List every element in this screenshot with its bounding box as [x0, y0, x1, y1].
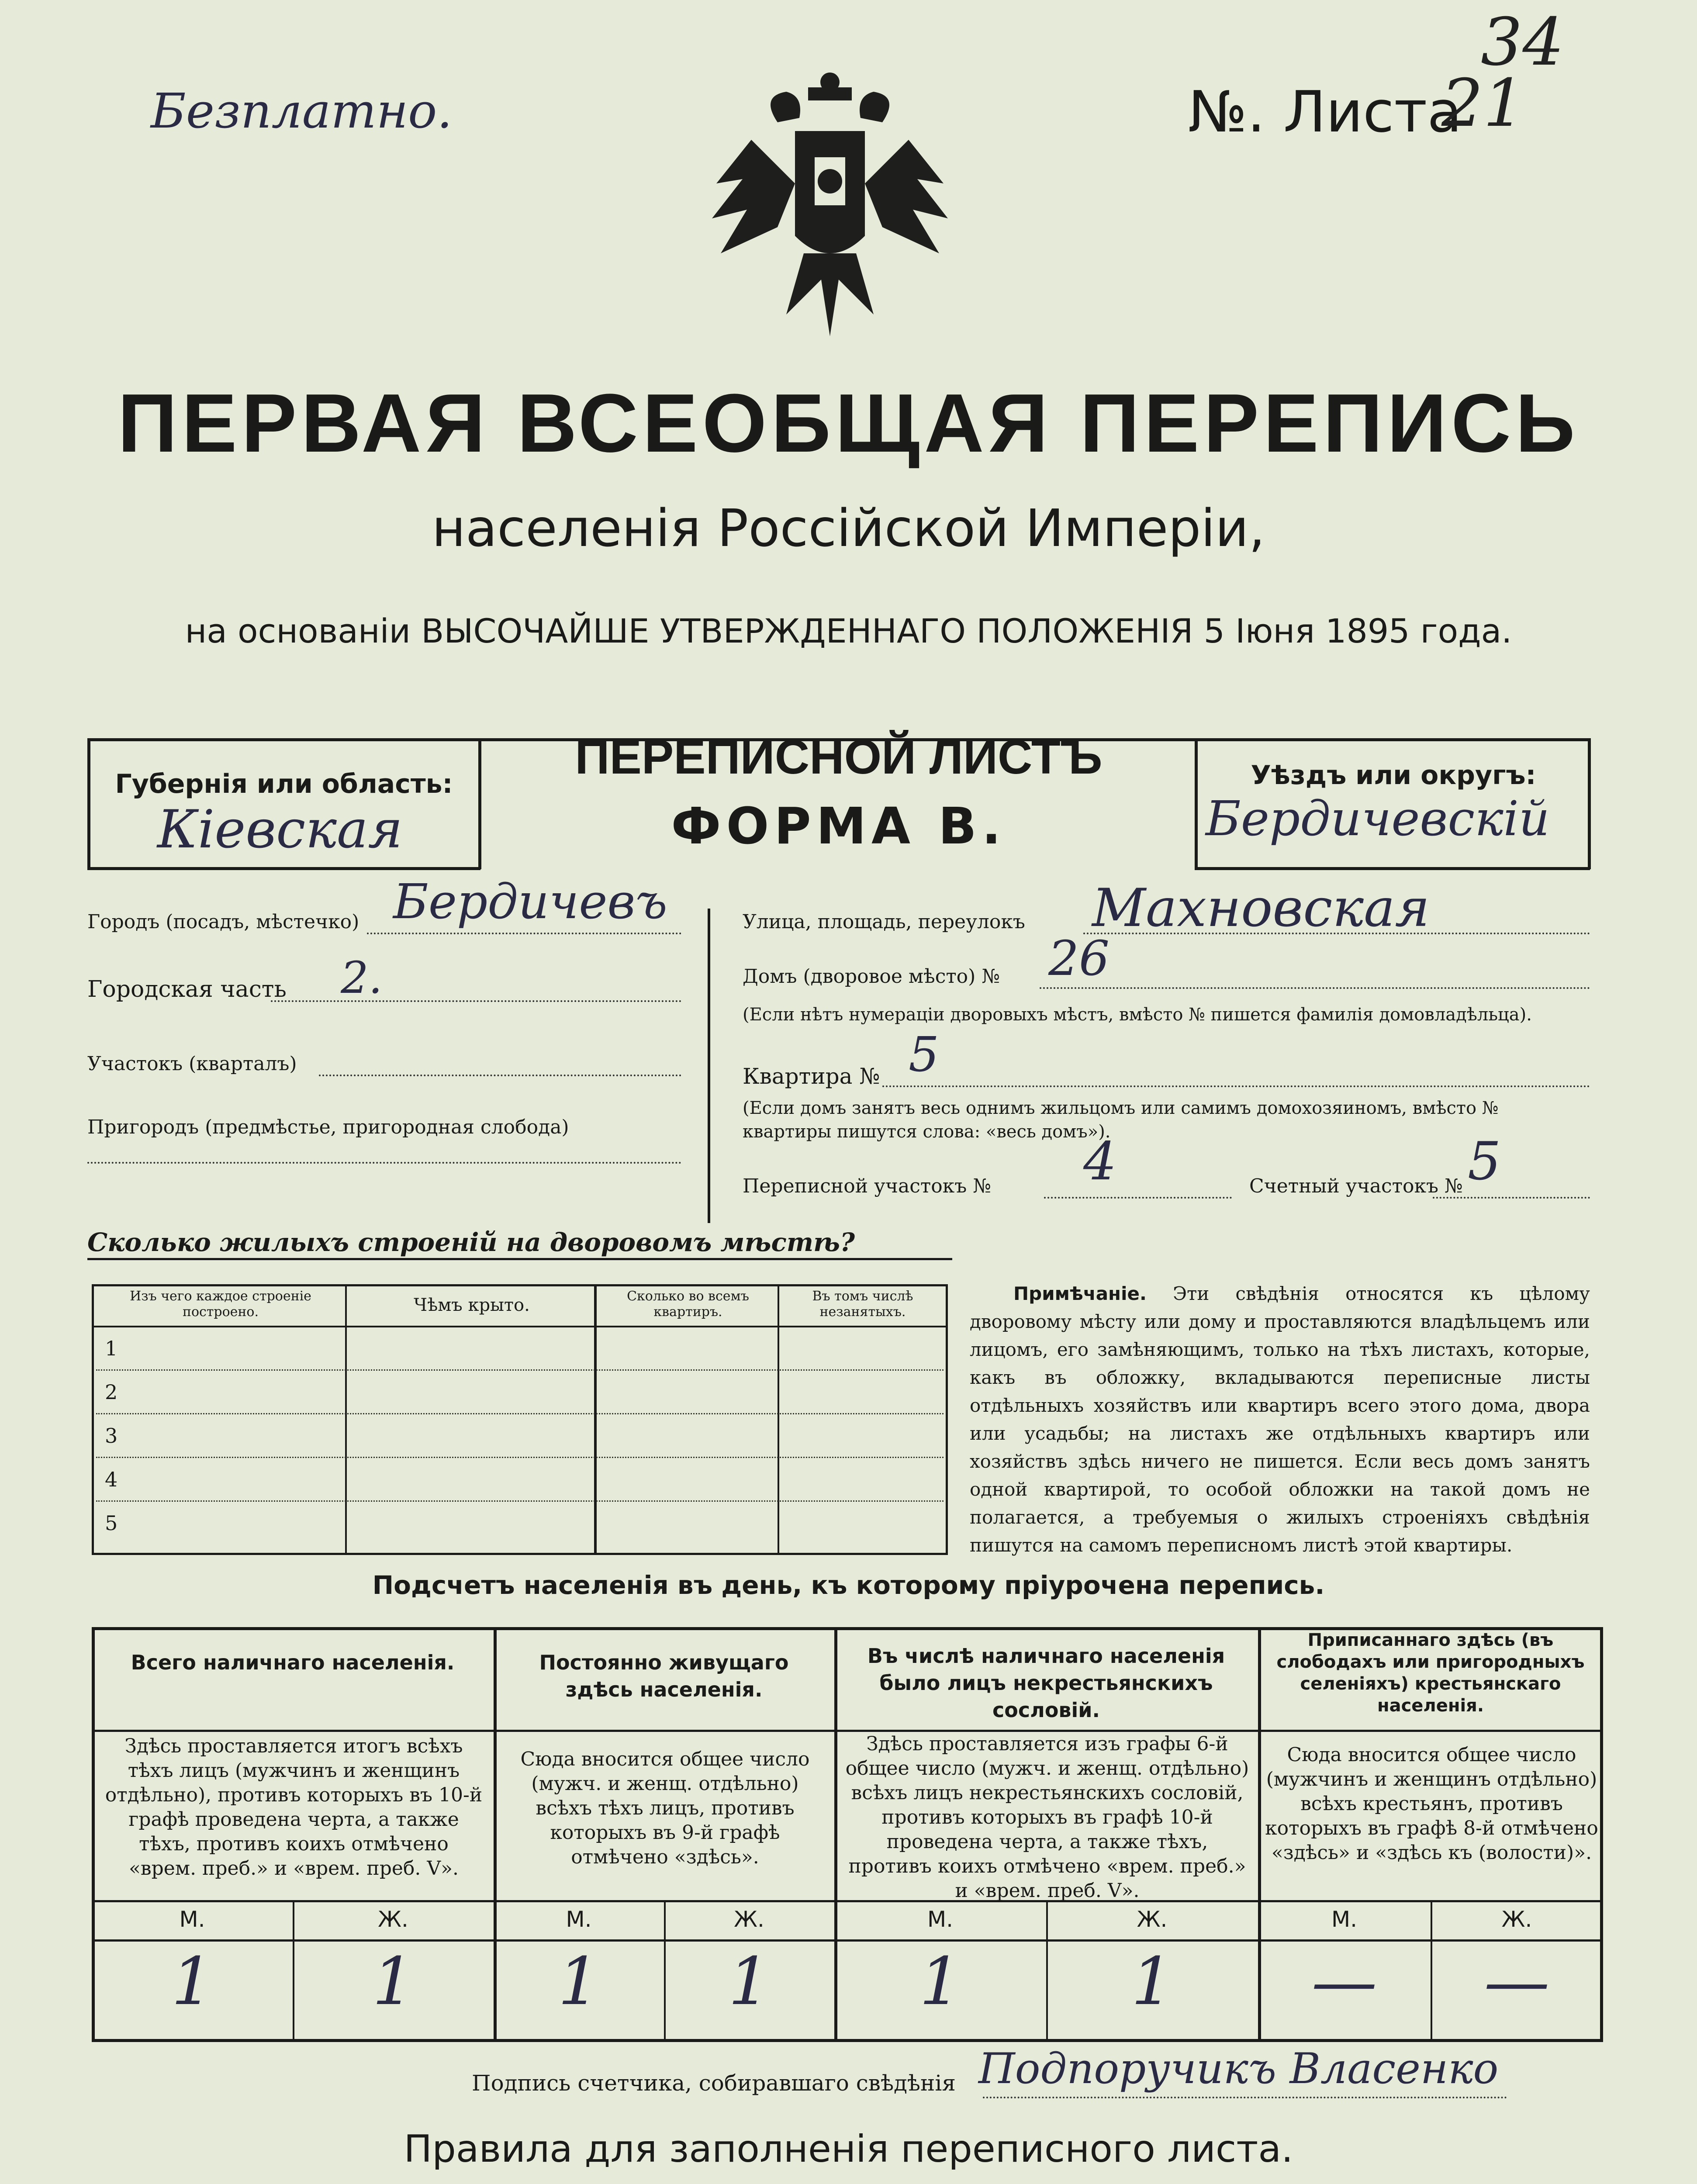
buildings-row-num: 2: [105, 1380, 118, 1404]
buildings-col-roof: Чѣмъ крыто.: [414, 1295, 530, 1315]
house-note: (Если нѣтъ нумераціи дворовыхъ мѣстъ, вмѣсто № пишется фамилія домовладѣльца).: [743, 1005, 1532, 1025]
note-text: Эти свѣдѣнія относятся къ цѣлому дворовому мѣсту или дому и проставляются владѣльцемъ или лицомъ, его замѣняющимъ, только на тѣхъ листахъ, которые, какъ въ обложку, вкладываются переписные листы отдѣльныхъ хозяйствъ или квартиръ всего этого дома, двора или усадьбы; на листахъ же отдѣльныхъ квартиръ или хозяйствъ здѣсь ничего не пишется. Если весь домъ занятъ одной квартирой, то особой обложки на такой домъ не полагается, а требуемыя о жилыхъ строеніяхъ свѣдѣнія пишутся на самомъ переписномъ листѣ этой квартиры.: [970, 1283, 1590, 1556]
count-col2-m-label: М.: [566, 1907, 592, 1932]
buildings-col-material: Изъ чего каждое строеніе построено.: [130, 1289, 311, 1320]
count-col3-head: Въ числѣ наличнаго населенія было лицъ некрестьянскихъ сословій.: [867, 1644, 1225, 1722]
count-col3-f-value: 1: [1131, 1944, 1173, 2020]
count-col1-m-label: М.: [179, 1907, 205, 1932]
count-district-label: Счетный участокъ №: [1249, 1175, 1463, 1197]
part-value: 2.: [341, 952, 383, 1003]
form-name: ФОРМА В.: [671, 797, 1006, 856]
buildings-table: [92, 1284, 948, 1555]
census-district-label: Переписной участокъ №: [743, 1175, 991, 1197]
buildings-row-num: 1: [105, 1337, 118, 1360]
buildings-row-num: 5: [105, 1511, 118, 1535]
count-col2-head: Постоянно живущаго здѣсь населенія.: [539, 1651, 789, 1701]
count-col1-m-value: 1: [171, 1944, 213, 2020]
province-value: Кіевская: [157, 799, 403, 860]
count-col1-f-label: Ж.: [378, 1907, 408, 1932]
street-value: Махновская: [1092, 878, 1430, 939]
count-col2-m-value: 1: [558, 1944, 600, 2020]
count-col3-m-label: М.: [927, 1907, 954, 1932]
count-col4-m-value: —: [1311, 1944, 1377, 2020]
buildings-col-vacant: Въ томъ числѣ незанятыхъ.: [812, 1289, 913, 1320]
count-col4-f-label: Ж.: [1501, 1907, 1532, 1932]
district-label: Уѣздъ или округъ:: [1251, 760, 1536, 791]
sheet-title: ПЕРЕПИСНОЙ ЛИСТЪ: [575, 730, 1103, 784]
count-col4-m-label: М.: [1331, 1907, 1358, 1932]
district-value: Бердичевскій: [1206, 791, 1550, 847]
count-col2-f-label: Ж.: [734, 1907, 764, 1932]
street-label: Улица, площадь, переулокъ: [743, 911, 1025, 933]
count-col1-f-value: 1: [372, 1944, 414, 2020]
sheet-no-value: 21: [1441, 66, 1525, 142]
note: [970, 1280, 1590, 1559]
province-label: Губернія или область:: [115, 769, 453, 799]
count-col1-text: Здѣсь проставляется итогъ всѣхъ тѣхъ лицъ (мужчинъ и женщинъ отдѣльно), противъ которыхъ въ 10-й графѣ проведена черта, а также тѣхъ, противъ коихъ отмѣчено «врем. преб.» и «врем. преб. V».: [105, 1735, 483, 1880]
count-col3-f-label: Ж.: [1137, 1907, 1168, 1932]
archive-number: 34: [1481, 4, 1564, 80]
city-label: Городъ (посадъ, мѣстечко): [87, 911, 359, 933]
city-value: Бердичевъ: [393, 874, 667, 930]
count-col3-m-value: 1: [919, 1944, 961, 2020]
note-label: Примѣчаніе.: [1013, 1283, 1147, 1304]
main-title: ПЕРВАЯ ВСЕОБЩАЯ ПЕРЕПИСЬ: [118, 377, 1579, 470]
apartment-label: Квартира №: [743, 1064, 880, 1089]
count-col4-text: Сюда вносится общее число (мужчинъ и женщинъ отдѣльно) всѣхъ крестьянъ, противъ которыхъ въ графѣ 8-й отмѣчено «здѣсь» и «здѣсь къ (волости)».: [1265, 1744, 1598, 1864]
apartment-note: (Если домъ занятъ весь однимъ жильцомъ или самимъ домохозяиномъ, вмѣсто № квартиры пишутся слова: «весь домъ»).: [743, 1098, 1499, 1142]
buildings-row-num: 4: [105, 1468, 118, 1491]
count-col4-head: Приписаннаго здѣсь (въ слободахъ или пригородныхъ селеніяхъ) крестьянскаго населенія.: [1276, 1630, 1585, 1716]
sub-title: населенія Россійской Имперіи,: [432, 498, 1265, 558]
house-value: 26: [1048, 930, 1109, 986]
double-headed-eagle-emblem: [708, 70, 952, 341]
precinct-label: Участокъ (кварталъ): [87, 1053, 297, 1075]
count-col2-f-value: 1: [728, 1944, 770, 2020]
count-district-value: 5: [1468, 1131, 1501, 1192]
count-col2-text: Сюда вносится общее число (мужч. и женщ. отдѣльно) всѣхъ тѣхъ лицъ, противъ которыхъ въ 9-й графѣ отмѣчено «здѣсь».: [520, 1748, 810, 1868]
basis-line: на основаніи ВЫСОЧАЙШЕ УТВЕРЖДЕННАГО ПОЛОЖЕНІЯ 5 Іюня 1895 года.: [185, 612, 1512, 650]
count-col1-head: Всего наличнаго населенія.: [131, 1651, 455, 1674]
rules-heading: Правила для заполненія переписного листа.: [404, 2127, 1293, 2171]
sheet-no-label: №. Листа: [1188, 79, 1462, 145]
apartment-value: 5: [909, 1026, 939, 1082]
count-col3-text: Здѣсь проставляется изъ графы 6-й общее число (мужч. и женщ. отдѣльно) всѣхъ лицъ некрестьянскихъ сословій, противъ которыхъ въ графѣ 10-й проведена черта, а также тѣхъ, противъ коихъ отмѣчено «врем. преб.» и «врем. преб. V».: [845, 1733, 1249, 1902]
part-label: Городская часть: [87, 976, 287, 1002]
count-heading: Подсчетъ населенія въ день, къ которому пріурочена перепись.: [372, 1570, 1325, 1600]
signature-label: Подпись счетчика, собиравшаго свѣдѣнія: [472, 2070, 956, 2096]
count-col4-f-value: —: [1484, 1944, 1550, 2020]
buildings-col-apartments: Сколько во всемъ квартиръ.: [627, 1289, 749, 1320]
suburb-label: Пригородъ (предмѣстье, пригородная слобода): [87, 1116, 569, 1138]
house-label: Домъ (дворовое мѣсто) №: [743, 965, 1000, 988]
census-district-value: 4: [1083, 1131, 1117, 1192]
free-label: Безплатно.: [151, 83, 453, 139]
signature-value: Подпоручикъ Власенко: [978, 2044, 1499, 2093]
buildings-row-num: 3: [105, 1424, 118, 1448]
buildings-heading: Сколько жилыхъ строеній на дворовомъ мѣстѣ?: [87, 1227, 855, 1257]
